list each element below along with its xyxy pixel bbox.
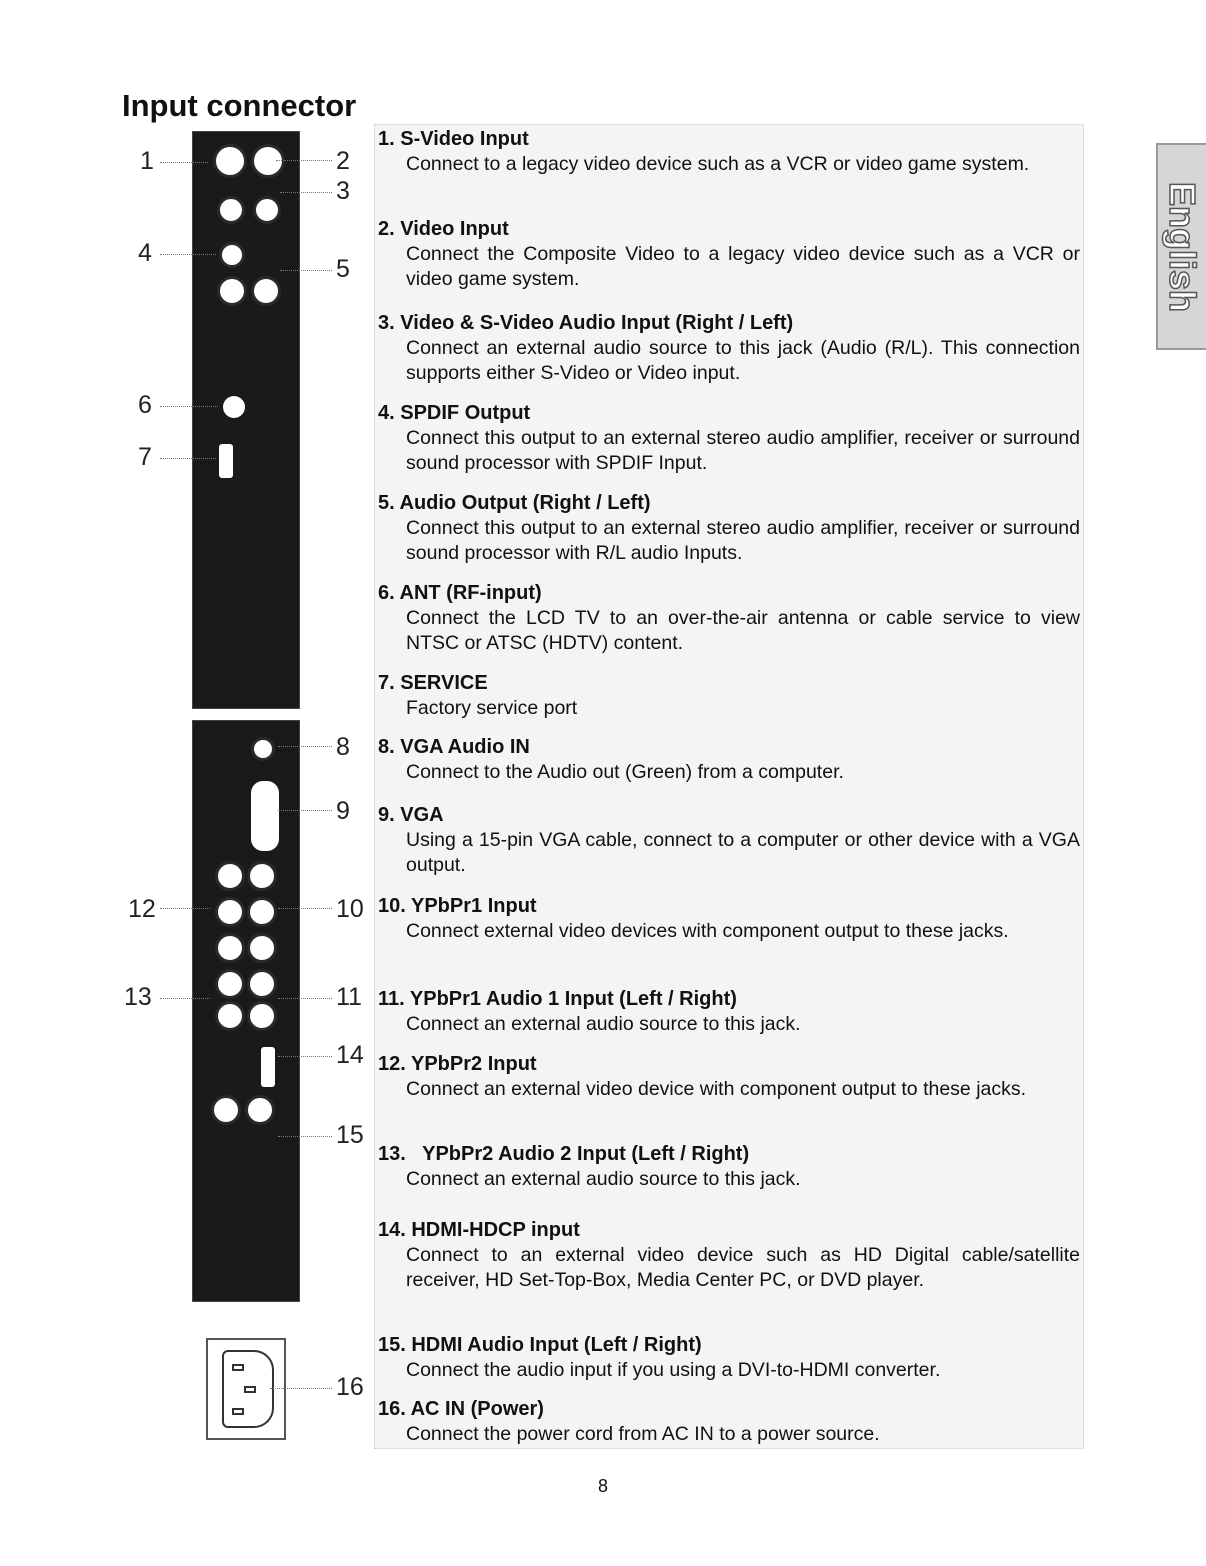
item-heading: 15. HDMI Audio Input (Left / Right) (378, 1334, 702, 1356)
ac-plug-outline (222, 1350, 274, 1428)
leader-line (278, 998, 332, 999)
language-tab-label: English (1162, 181, 1203, 312)
leader-line (160, 162, 208, 163)
leader-line (278, 746, 332, 747)
page-number: 8 (597, 1476, 608, 1496)
connector-item (378, 1218, 1080, 1293)
item-heading: 2. Video Input (378, 218, 509, 240)
callout-number: 3 (336, 177, 350, 205)
callout-number: 13 (124, 983, 152, 1011)
callout-number: 7 (138, 443, 152, 471)
connector-item (378, 671, 1080, 721)
item-heading: 6. ANT (RF-input) (378, 582, 542, 604)
item-text: Connect an external audio source to this jack. (406, 1013, 801, 1035)
connector-item (378, 1397, 1080, 1447)
connector-item (378, 401, 1080, 476)
vga-audio-jack (251, 737, 275, 761)
leader-line (160, 908, 210, 909)
item-text: Connect external video devices with component output to these jacks. (406, 920, 1009, 942)
item-heading: 4. SPDIF Output (378, 402, 531, 424)
item-heading: 9. VGA (378, 804, 444, 826)
ypbpr2-pb-jack (247, 933, 277, 963)
audio-in-right-jack (253, 196, 281, 224)
callout-number: 4 (138, 239, 152, 267)
item-text: Connect the audio input if you using a DVI-to-HDMI converter. (406, 1359, 941, 1381)
item-heading: 11. YPbPr1 Audio 1 Input (Left / Right) (378, 988, 737, 1010)
connector-item (378, 1142, 1080, 1192)
ac-pin (232, 1408, 244, 1415)
page-title: Input connector (122, 88, 357, 123)
callout-number: 12 (128, 895, 156, 923)
leader-line (270, 1388, 332, 1389)
antenna-port (223, 396, 245, 418)
item-heading: 5. Audio Output (Right / Left) (378, 492, 651, 514)
callout-number: 10 (336, 895, 364, 923)
connector-item (378, 581, 1080, 656)
vga-port (251, 781, 279, 851)
audio-out-left-jack (217, 276, 247, 306)
ypbpr2-audio-left-jack (247, 1001, 277, 1031)
leader-line (160, 998, 210, 999)
item-heading: 8. VGA Audio IN (378, 736, 530, 758)
hdmi-port (261, 1047, 275, 1087)
upper-connector-panel (192, 131, 300, 709)
connector-item (378, 803, 1080, 878)
connector-item (378, 1333, 1080, 1383)
item-text: Connect an external video device with component output to these jacks. (406, 1078, 1027, 1100)
callout-number: 16 (336, 1373, 364, 1401)
item-heading: 12. YPbPr2 Input (378, 1053, 537, 1075)
callout-number: 14 (336, 1041, 364, 1069)
ypbpr1-audio-jack (247, 897, 277, 927)
leader-line (160, 458, 216, 459)
item-heading: 3. Video & S-Video Audio Input (Right / Left) (378, 312, 794, 334)
leader-line (160, 254, 216, 255)
connector-item (378, 735, 1080, 785)
ypbpr2-y-jack (215, 933, 245, 963)
ac-pin (232, 1364, 244, 1371)
connector-item (378, 987, 1080, 1037)
item-text: Connect to a legacy video device such as a VCR or video game system. (406, 153, 1030, 175)
lower-connector-panel (192, 720, 300, 1302)
item-heading: 7. SERVICE (378, 672, 488, 694)
callout-number: 9 (336, 797, 350, 825)
callout-number: 2 (336, 147, 350, 175)
leader-line (278, 1136, 332, 1137)
callout-number: 5 (336, 255, 350, 283)
ac-pin (244, 1386, 256, 1393)
video-jack (251, 144, 285, 178)
hdmi-audio-left-jack (211, 1095, 241, 1125)
service-port (219, 444, 233, 478)
ypbpr1-y-jack (215, 861, 245, 891)
hdmi-audio-right-jack (245, 1095, 275, 1125)
item-text: Connect an external audio source to this jack. (406, 1168, 801, 1190)
callout-number: 11 (336, 983, 362, 1011)
leader-line (276, 160, 332, 161)
item-text: Using a 15-pin VGA cable, connect to a computer or other device with a VGA output. (406, 829, 1080, 876)
connector-item (378, 1052, 1080, 1102)
leader-line (160, 406, 218, 407)
ypbpr2-audio-jack (247, 969, 277, 999)
item-text: Factory service port (406, 697, 578, 719)
connector-item (378, 491, 1080, 566)
item-text: Connect to an external video device such as HD Digital cable/satellite receiver, HD Set-Top-Box, Media Center PC, or DVD player. (406, 1244, 1080, 1291)
language-tab (1156, 143, 1206, 350)
ypbpr1-pb-jack (247, 861, 277, 891)
s-video-jack (213, 144, 247, 178)
spdif-jack (219, 242, 245, 268)
item-heading: 1. S-Video Input (378, 128, 529, 150)
callout-number: 8 (336, 733, 350, 761)
connector-item (378, 217, 1080, 292)
ypbpr1-pr-jack (215, 897, 245, 927)
item-text: Connect an external audio source to this jack (Audio (R/L). This connection supports either S-Video or Video input. (406, 337, 1080, 384)
leader-line (278, 1056, 332, 1057)
item-text: Connect this output to an external stereo audio amplifier, receiver or surround sound processor with R/L audio Inputs. (406, 517, 1080, 564)
item-text: Connect the power cord from AC IN to a power source. (406, 1423, 880, 1445)
ac-inlet (206, 1338, 286, 1440)
callout-number: 1 (140, 147, 154, 175)
item-text: Connect this output to an external stereo audio amplifier, receiver or surround sound processor with SPDIF Input. (406, 427, 1080, 474)
leader-line (278, 908, 332, 909)
item-heading: 10. YPbPr1 Input (378, 895, 537, 917)
callout-number: 15 (336, 1121, 364, 1149)
leader-line (280, 192, 332, 193)
item-heading: 13. YPbPr2 Audio 2 Input (Left / Right) (378, 1143, 750, 1165)
audio-in-left-jack (217, 196, 245, 224)
callout-number: 6 (138, 391, 152, 419)
item-text: Connect the LCD TV to an over-the-air antenna or cable service to view NTSC or ATSC (HDTV) content. (406, 607, 1080, 654)
leader-line (278, 810, 332, 811)
audio-out-right-jack (251, 276, 281, 306)
connector-item (378, 311, 1080, 386)
ypbpr2-pr-jack (215, 969, 245, 999)
leader-line (280, 270, 332, 271)
item-heading: 14. HDMI-HDCP input (378, 1219, 580, 1241)
connector-item (378, 127, 1080, 177)
item-heading: 16. AC IN (Power) (378, 1398, 544, 1420)
item-text: Connect the Composite Video to a legacy video device such as a VCR or video game system. (406, 243, 1080, 290)
item-text: Connect to the Audio out (Green) from a computer. (406, 761, 844, 783)
ypbpr2-audio-right-jack (215, 1001, 245, 1031)
connector-item (378, 894, 1080, 944)
